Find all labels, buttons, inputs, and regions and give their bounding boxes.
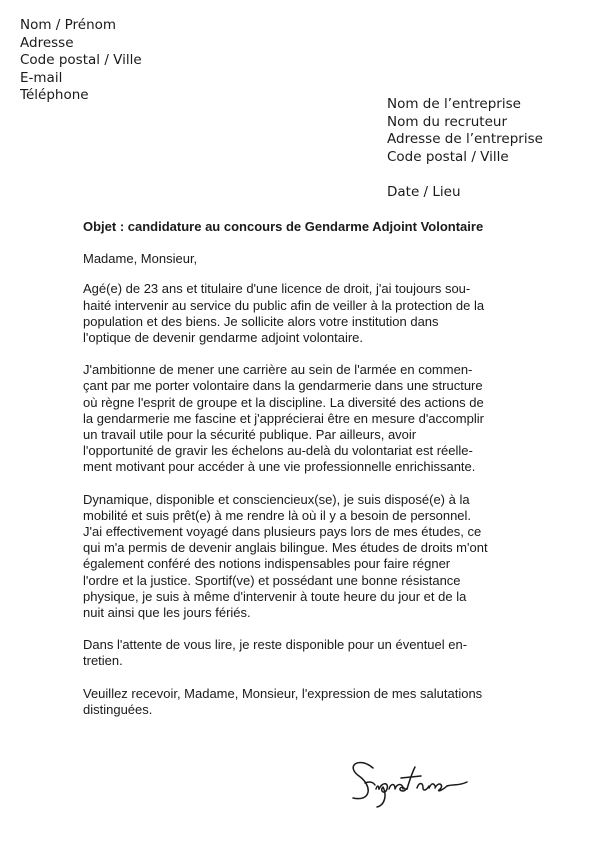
sender-phone: Téléphone xyxy=(20,87,89,104)
paragraph-line: l'optique de devenir gendarme adjoint volontaire. xyxy=(83,330,364,346)
date-place: Date / Lieu xyxy=(387,184,461,200)
paragraph-line: Veuillez recevoir, Madame, Monsieur, l'expression de mes salutations xyxy=(83,685,483,701)
paragraph-line: Agé(e) de 23 ans et titulaire d'une licence de droit, j'ai toujours sou- xyxy=(83,281,471,297)
sender-block xyxy=(20,17,142,105)
paragraph-line: tretien. xyxy=(83,653,123,669)
sender-postal-city: Code postal / Ville xyxy=(20,52,142,69)
paragraph-line: population et des biens. Je sollicite alors votre institution dans xyxy=(83,313,439,329)
recipient-block xyxy=(387,96,543,166)
paragraph-line: ment motivant pour accéder à une vie professionnelle enrichissante. xyxy=(83,459,476,475)
paragraph-line: mobilité et suis prêt(e) à me rendre là où il y a besoin de personnel. xyxy=(83,507,472,523)
recipient-recruiter: Nom du recruteur xyxy=(387,113,508,130)
paragraph-line: la gendarmerie me fascine et j'apprécierai être en mesure d'accomplir xyxy=(83,410,484,426)
paragraph-line: Dans l'attente de vous lire, je reste disponible pour un éventuel en- xyxy=(83,637,468,653)
paragraph-line: qui m'a permis de devenir anglais bilingue. Mes études de droits m'ont xyxy=(83,540,488,556)
paragraph-line: haité intervenir au service du public afin de veiller à la protection de la xyxy=(83,297,485,313)
paragraph-line: J'ambitionne de mener une carrière au sein de l'armée en commen- xyxy=(83,362,473,378)
paragraph-line: l'opportunité de gravir les échelons au-delà du volontariat est réelle- xyxy=(83,443,473,459)
paragraph-introduction xyxy=(83,281,513,346)
paragraph-motivation xyxy=(83,362,513,475)
sender-email: E-mail xyxy=(20,69,63,86)
sender-name: Nom / Prénom xyxy=(20,17,117,33)
paragraph-line: où règne l'esprit de groupe et la discipline. La diversité des actions de xyxy=(83,394,484,410)
paragraph-line: un travail utile pour la sécurité publique. Par ailleurs, avoir xyxy=(83,427,417,443)
paragraph-availability xyxy=(83,637,513,669)
paragraph-line: l'ordre et la justice. Sportif(ve) et possédant une bonne résistance xyxy=(83,572,461,588)
paragraph-qualities xyxy=(83,492,513,622)
paragraph-closing xyxy=(83,686,513,718)
paragraph-line: également conféré des notions indispensables pour faire régner xyxy=(83,556,451,572)
recipient-company: Nom de l’entreprise xyxy=(387,96,521,112)
sender-address: Adresse xyxy=(20,34,74,51)
paragraph-line: J'ai effectivement voyagé dans plusieurs pays lors de mes études, ce xyxy=(83,524,482,540)
letter-subject: Objet : candidature au concours de Gendarme Adjoint Volontaire xyxy=(83,219,484,234)
paragraph-line: çant par me porter volontaire dans la gendarmerie dans une structure xyxy=(83,378,483,394)
paragraph-line: physique, je suis à même d'intervenir à toute heure du jour et de la xyxy=(83,588,467,604)
handwritten-signature-icon xyxy=(343,752,493,812)
recipient-postal-city: Code postal / Ville xyxy=(387,148,509,165)
recipient-address: Adresse de l’entreprise xyxy=(387,131,543,148)
paragraph-line: nuit ainsi que les jours fériés. xyxy=(83,605,251,621)
paragraph-line: distinguées. xyxy=(83,701,153,717)
paragraph-line: Dynamique, disponible et consciencieux(se), je suis disposé(e) à la xyxy=(83,491,470,507)
letter-body xyxy=(83,219,513,734)
letter-salutation: Madame, Monsieur, xyxy=(83,251,198,267)
